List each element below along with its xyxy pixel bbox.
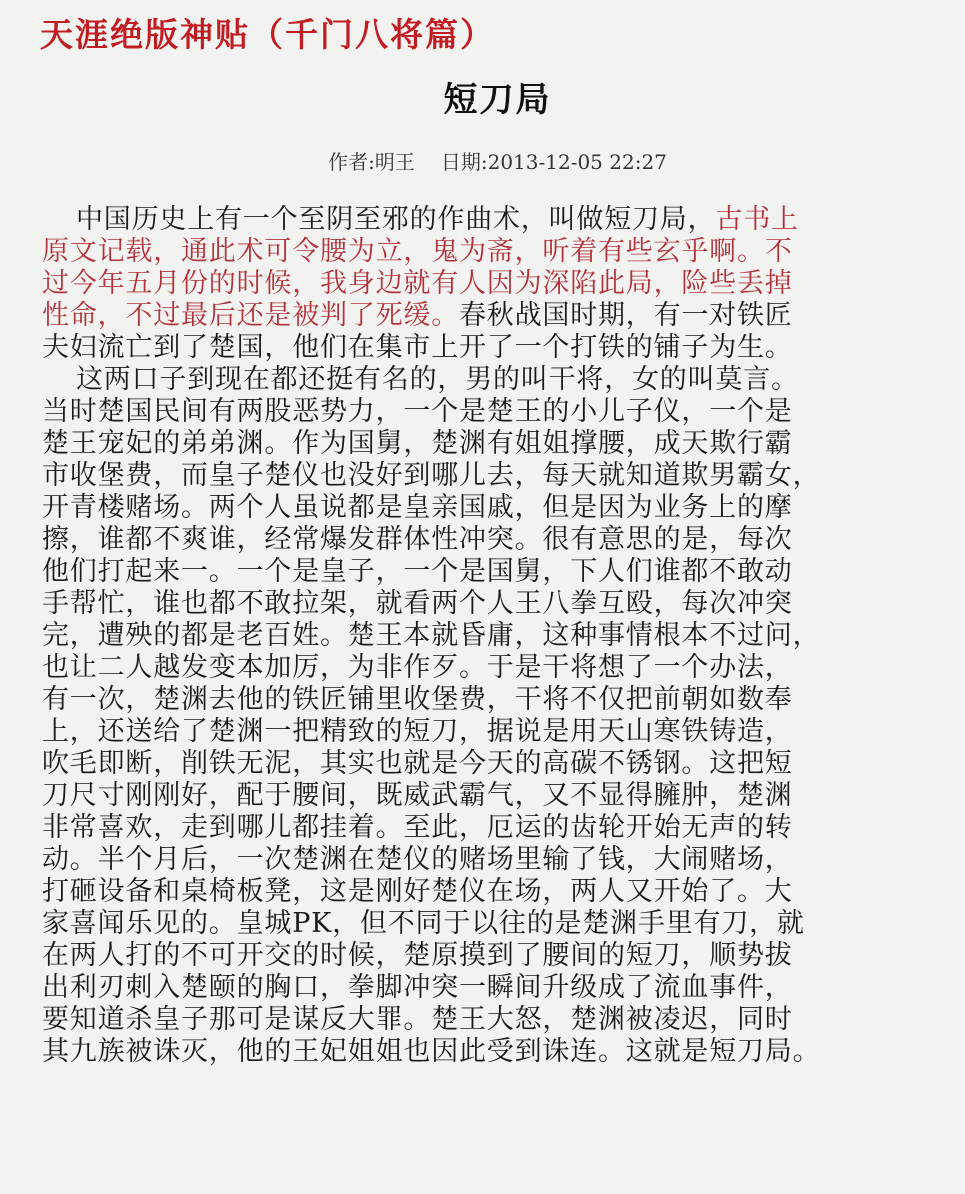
highlighted-text: 原文记载，通此术可令腰为立，鬼为斋，听着有些玄乎啊。不 bbox=[42, 236, 793, 267]
highlighted-text: 性命，不过最后还是被判了死缓。 bbox=[42, 300, 459, 331]
body-line: 性命，不过最后还是被判了死缓。春秋战国时期，有一对铁匠 bbox=[42, 300, 793, 331]
highlighted-text: 过今年五月份的时候，我身边就有人因为深陷此局，险些丢掉 bbox=[42, 268, 793, 299]
body-line: 也让二人越发变本加厉，为非作歹。于是干将想了一个办法， bbox=[42, 652, 793, 683]
body-line: 在两人打的不可开交的时候，楚原摸到了腰间的短刀，顺势拔 bbox=[42, 940, 793, 971]
body-line: 擦，谁都不爽谁，经常爆发群体性冲突。很有意思的是，每次 bbox=[42, 524, 793, 555]
article-meta bbox=[0, 147, 965, 177]
body-line: 有一次，楚渊去他的铁匠铺里收堡费，干将不仅把前朝如数奉 bbox=[42, 684, 793, 715]
body-line: 打砸设备和桌椅板凳，这是刚好楚仪在场，两人又开始了。大 bbox=[42, 876, 793, 907]
body-line: 吹毛即断，削铁无泥，其实也就是今天的高碳不锈钢。这把短 bbox=[42, 748, 793, 779]
article-body bbox=[42, 204, 922, 1068]
body-line: 完，遭殃的都是老百姓。楚王本就昏庸，这种事情根本不过问， bbox=[42, 620, 821, 651]
highlighted-text: 古书上 bbox=[715, 204, 799, 235]
body-line: 他们打起来一。一个是皇子，一个是国舅，下人们谁都不敢动 bbox=[42, 556, 793, 587]
article-title: 短刀局 bbox=[443, 80, 552, 120]
body-line: 手帮忙，谁也都不敢拉架，就看两个人王八拳互殴，每次冲突 bbox=[42, 588, 793, 619]
author-name: 明王 bbox=[374, 150, 415, 174]
post-date: 2013-12-05 22:27 bbox=[487, 150, 667, 174]
body-line: 这两口子到现在都还挺有名的，男的叫干将，女的叫莫言。 bbox=[76, 364, 799, 395]
body-line: 中国历史上有一个至阴至邪的作曲术，叫做短刀局，古书上 bbox=[76, 204, 799, 235]
series-title: 天涯绝版神贴（千门八将篇） bbox=[40, 15, 495, 54]
body-line: 市收堡费，而皇子楚仪也没好到哪儿去，每天就知道欺男霸女， bbox=[42, 460, 821, 491]
body-line: 家喜闻乐见的。皇城PK，但不同于以往的是楚渊手里有刀，就 bbox=[42, 908, 805, 939]
body-line: 夫妇流亡到了楚国，他们在集市上开了一个打铁的铺子为生。 bbox=[42, 332, 793, 363]
date-label: 日期: bbox=[440, 150, 488, 174]
body-line: 要知道杀皇子那可是谋反大罪。楚王大怒，楚渊被凌迟，同时 bbox=[42, 1004, 793, 1035]
body-line: 非常喜欢，走到哪儿都挂着。至此，厄运的齿轮开始无声的转 bbox=[42, 812, 793, 843]
body-line: 出利刃刺入楚颐的胸口，拳脚冲突一瞬间升级成了流血事件， bbox=[42, 972, 793, 1003]
body-line: 动。半个月后，一次楚渊在楚仪的赌场里输了钱，大闹赌场， bbox=[42, 844, 793, 875]
body-line: 当时楚国民间有两股恶势力，一个是楚王的小儿子仪，一个是 bbox=[42, 396, 793, 427]
body-line: 刀尺寸刚刚好，配于腰间，既威武霸气，又不显得臃肿，楚渊 bbox=[42, 780, 793, 811]
body-line: 开青楼赌场。两个人虽说都是皇亲国戚，但是因为业务上的摩 bbox=[42, 492, 793, 523]
body-line: 上，还送给了楚渊一把精致的短刀，据说是用天山寒铁铸造， bbox=[42, 716, 793, 747]
body-line: 楚王宠妃的弟弟渊。作为国舅，楚渊有姐姐撑腰，成天欺行霸 bbox=[42, 428, 793, 459]
body-line: 其九族被诛灭，他的王妃姐姐也因此受到诛连。这就是短刀局。 bbox=[42, 1036, 821, 1067]
author-label: 作者: bbox=[328, 150, 375, 174]
